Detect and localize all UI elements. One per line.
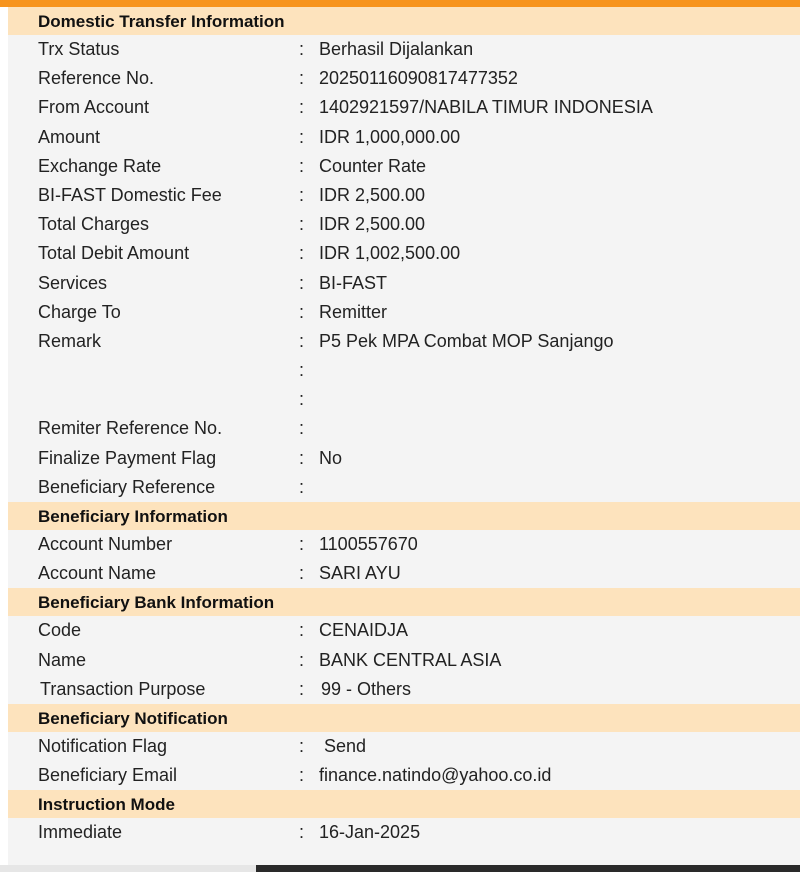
field-colon: : bbox=[299, 620, 305, 641]
field-label: Total Debit Amount bbox=[38, 243, 190, 264]
field-colon: : bbox=[299, 301, 305, 322]
row-bank-name bbox=[8, 646, 800, 675]
field-value: 20250116090817477352 bbox=[319, 68, 518, 89]
field-value: Berhasil Dijalankan bbox=[319, 39, 474, 59]
row-notification-flag bbox=[8, 732, 800, 761]
section-header-beneficiary-notification: Beneficiary Notification bbox=[8, 704, 800, 732]
field-value: IDR 1,000,000.00 bbox=[319, 126, 461, 147]
field-value: Remitter bbox=[319, 301, 388, 322]
field-colon: : bbox=[299, 155, 305, 176]
field-label: Remiter Reference No. bbox=[38, 418, 223, 439]
field-colon: : bbox=[299, 214, 305, 235]
row-immediate bbox=[8, 818, 800, 847]
row-amount bbox=[8, 123, 800, 152]
row-beneficiary-email bbox=[8, 761, 800, 790]
field-colon: : bbox=[299, 68, 305, 89]
field-label: Name bbox=[38, 649, 87, 670]
field-colon: : bbox=[299, 534, 305, 554]
field-value: 99 - Others bbox=[321, 678, 412, 699]
row-remark-line-2 bbox=[8, 356, 800, 385]
row-from-account bbox=[8, 93, 800, 122]
row-total-debit-amount bbox=[8, 239, 800, 268]
row-remark bbox=[8, 327, 800, 356]
field-value: BI-FAST bbox=[319, 272, 388, 293]
field-value: IDR 2,500.00 bbox=[319, 184, 426, 205]
row-remark-line-3 bbox=[8, 385, 800, 414]
field-value: IDR 2,500.00 bbox=[319, 214, 426, 235]
row-bank-code bbox=[8, 616, 800, 645]
field-value: Counter Rate bbox=[319, 155, 427, 176]
field-label: Account Number bbox=[38, 534, 173, 554]
field-colon: : bbox=[299, 272, 305, 293]
field-label: Notification Flag bbox=[38, 735, 168, 756]
section-header-domestic-transfer: Domestic Transfer Information bbox=[8, 7, 800, 35]
field-colon: : bbox=[299, 243, 305, 264]
field-colon: : bbox=[299, 418, 305, 439]
top-accent-bar bbox=[0, 0, 800, 7]
field-value: finance.natindo@yahoo.co.id bbox=[319, 765, 552, 786]
field-colon: : bbox=[299, 360, 305, 381]
field-colon: : bbox=[299, 476, 305, 497]
field-value: 16-Jan-2025 bbox=[319, 822, 421, 843]
field-label: Total Charges bbox=[38, 214, 150, 235]
row-transaction-purpose bbox=[8, 675, 800, 704]
row-remitter-reference-no bbox=[8, 414, 800, 443]
field-value: 1100557670 bbox=[319, 534, 418, 554]
field-value: No bbox=[319, 447, 343, 468]
field-colon: : bbox=[299, 389, 305, 410]
field-label: Transaction Purpose bbox=[40, 678, 206, 699]
field-value: SARI AYU bbox=[319, 563, 401, 584]
field-label: From Account bbox=[38, 97, 150, 118]
row-exchange-rate bbox=[8, 152, 800, 181]
row-trx-status bbox=[8, 35, 800, 64]
field-label: Remark bbox=[38, 330, 102, 351]
field-label: BI-FAST Domestic Fee bbox=[38, 184, 222, 205]
field-label: Immediate bbox=[38, 822, 123, 843]
field-label: Services bbox=[38, 272, 108, 293]
row-beneficiary-reference bbox=[8, 473, 800, 502]
field-colon: : bbox=[299, 447, 305, 468]
field-colon: : bbox=[299, 822, 305, 843]
row-services bbox=[8, 269, 800, 298]
field-label: Charge To bbox=[38, 301, 121, 322]
field-value: BANK CENTRAL ASIA bbox=[319, 649, 502, 670]
field-colon: : bbox=[299, 184, 305, 205]
field-label: Code bbox=[38, 620, 82, 641]
field-colon: : bbox=[299, 765, 305, 786]
row-finalize-payment-flag bbox=[8, 444, 800, 473]
transfer-detail-panel bbox=[8, 7, 800, 865]
row-account-number bbox=[8, 530, 800, 559]
section-header-instruction-mode: Instruction Mode bbox=[8, 790, 800, 818]
field-colon: : bbox=[299, 126, 305, 147]
field-value: P5 Pek MPA Combat MOP Sanjango bbox=[319, 330, 614, 351]
field-colon: : bbox=[299, 563, 305, 584]
field-label: Beneficiary Reference bbox=[38, 476, 216, 497]
row-bi-fast-fee bbox=[8, 181, 800, 210]
section-header-beneficiary-bank: Beneficiary Bank Information bbox=[8, 588, 800, 616]
field-colon: : bbox=[299, 735, 305, 756]
row-reference-no bbox=[8, 64, 800, 93]
field-label: Amount bbox=[38, 126, 101, 147]
field-value: Send bbox=[324, 735, 367, 756]
field-label: Exchange Rate bbox=[38, 155, 162, 176]
section-header-beneficiary-info: Beneficiary Information bbox=[8, 502, 800, 530]
field-value: CENAIDJA bbox=[319, 620, 409, 641]
row-charge-to bbox=[8, 298, 800, 327]
field-label: Trx Status bbox=[38, 39, 120, 59]
field-colon: : bbox=[299, 330, 305, 351]
field-colon: : bbox=[299, 39, 305, 59]
field-label: Finalize Payment Flag bbox=[38, 447, 217, 468]
field-value: 1402921597/NABILA TIMUR INDONESIA bbox=[319, 97, 653, 118]
field-label: Beneficiary Email bbox=[38, 765, 178, 786]
field-colon: : bbox=[299, 97, 305, 118]
field-label: Account Name bbox=[38, 563, 157, 584]
row-total-charges bbox=[8, 210, 800, 239]
field-colon: : bbox=[299, 649, 305, 670]
field-colon: : bbox=[299, 678, 305, 699]
row-account-name bbox=[8, 559, 800, 588]
bottom-dark-bar bbox=[256, 865, 800, 872]
field-label: Reference No. bbox=[38, 68, 155, 89]
field-value: IDR 1,002,500.00 bbox=[319, 243, 461, 264]
